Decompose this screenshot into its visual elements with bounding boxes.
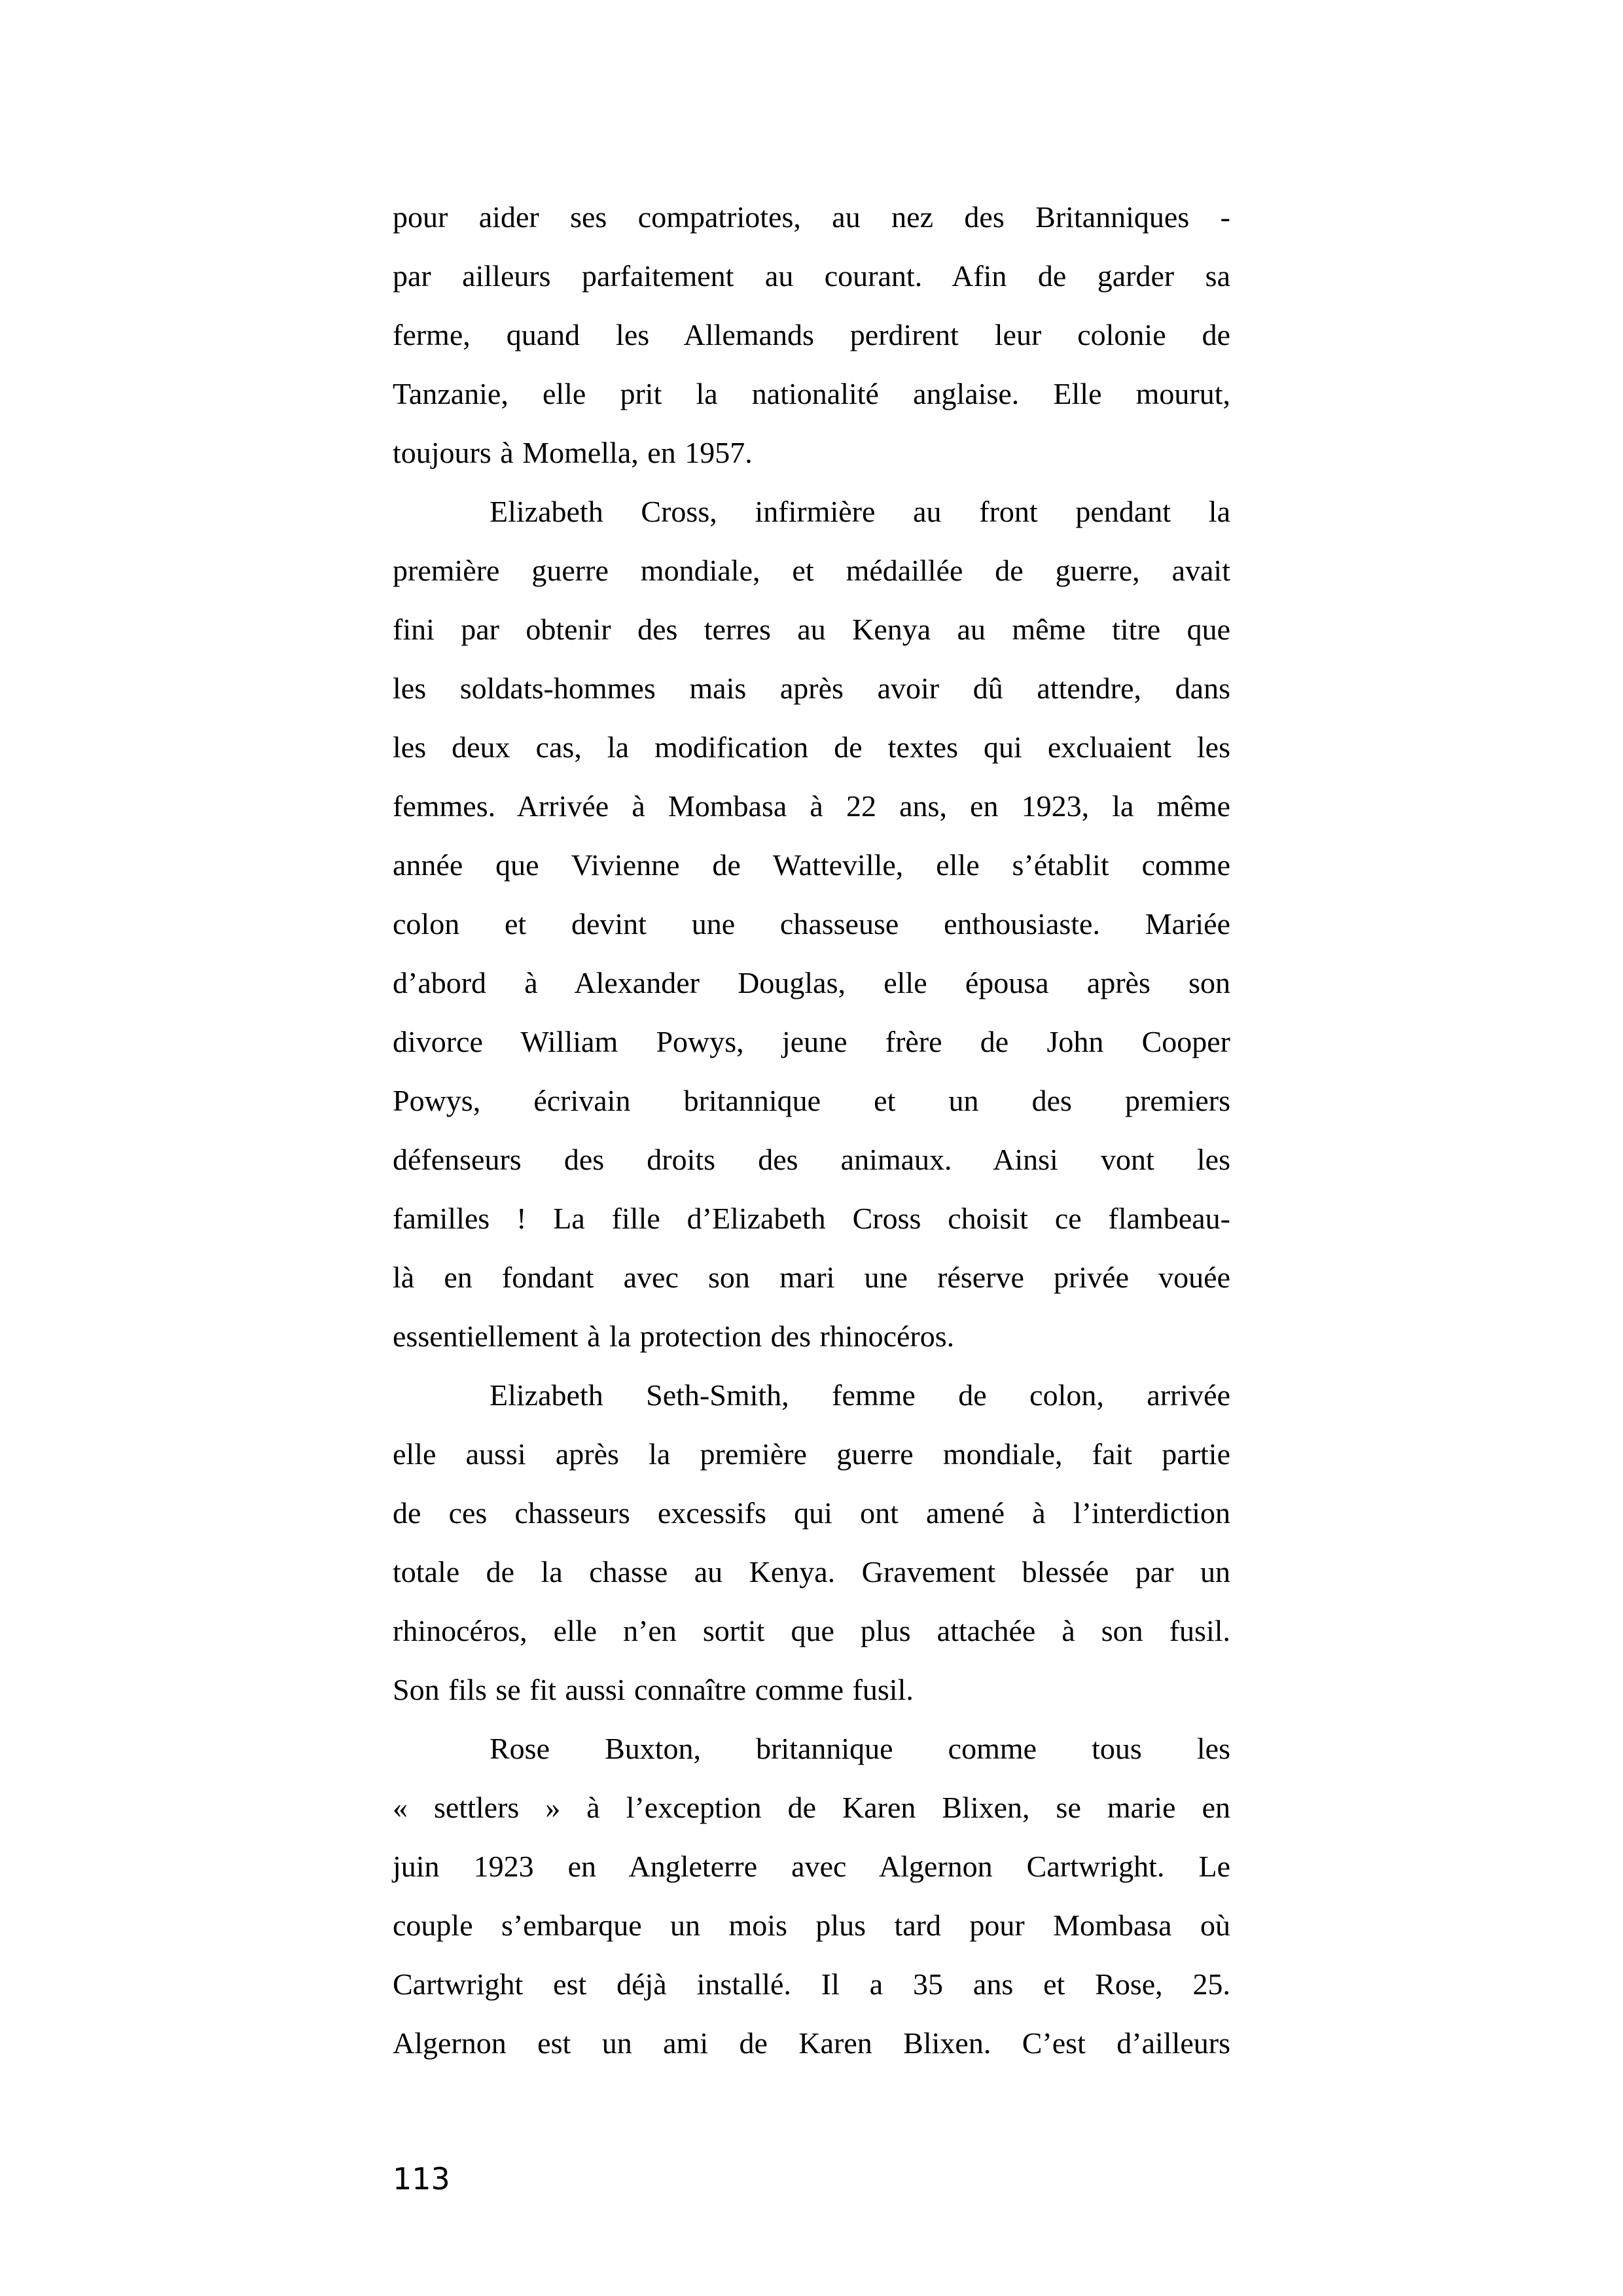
text-line: femmes. Arrivée à Mombasa à 22 ans, en 1923, la même bbox=[393, 789, 1230, 823]
text-line: année que Vivienne de Watteville, elle s’établit comme bbox=[393, 848, 1230, 882]
text-line: défenseurs des droits des animaux. Ainsi vont les bbox=[393, 1143, 1230, 1176]
text-line: les deux cas, la modification de textes qui excluaient les bbox=[393, 730, 1230, 764]
text-line: les soldats-hommes mais après avoir dû attendre, dans bbox=[393, 672, 1230, 705]
text-line: rhinocéros, elle n’en sortit que plus attachée à son fusil. bbox=[393, 1614, 1230, 1647]
text-line: pour aider ses compatriotes, au nez des Britanniques - bbox=[393, 200, 1230, 234]
text-line: Son fils se fit aussi connaître comme fusil. bbox=[393, 1673, 914, 1706]
text-line: Elizabeth Seth-Smith, femme de colon, arrivée bbox=[490, 1378, 1230, 1412]
text-line: par ailleurs parfaitement au courant. Afin de garder sa bbox=[393, 259, 1230, 293]
text-line: Rose Buxton, britannique comme tous les bbox=[490, 1732, 1230, 1765]
text-line: Algernon est un ami de Karen Blixen. C’est d’ailleurs bbox=[393, 2026, 1230, 2060]
text-line: couple s’embarque un mois plus tard pour Mombasa où bbox=[393, 1909, 1230, 1942]
text-line: là en fondant avec son mari une réserve privée vouée bbox=[393, 1261, 1230, 1294]
text-line: d’abord à Alexander Douglas, elle épousa après son bbox=[393, 966, 1230, 999]
text-line: fini par obtenir des terres au Kenya au même titre que bbox=[393, 613, 1230, 646]
page-number: 113 bbox=[393, 2161, 450, 2197]
text-line: toujours à Momella, en 1957. bbox=[393, 436, 753, 469]
text-line: elle aussi après la première guerre mondiale, fait partie bbox=[393, 1437, 1230, 1471]
text-line: Elizabeth Cross, infirmière au front pendant la bbox=[490, 495, 1230, 528]
text-line: familles ! La fille d’Elizabeth Cross choisit ce flambeau- bbox=[393, 1202, 1230, 1235]
text-line: colon et devint une chasseuse enthousiaste. Mariée bbox=[393, 907, 1230, 941]
text-line: divorce William Powys, jeune frère de John Cooper bbox=[393, 1025, 1230, 1058]
text-line: Cartwright est déjà installé. Il a 35 ans et Rose, 25. bbox=[393, 1967, 1230, 2001]
text-line: ferme, quand les Allemands perdirent leur colonie de bbox=[393, 318, 1230, 351]
text-block bbox=[393, 188, 1230, 2073]
text-line: « settlers » à l’exception de Karen Blixen, se marie en bbox=[393, 1791, 1230, 1824]
text-line: Powys, écrivain britannique et un des premiers bbox=[393, 1084, 1230, 1117]
text-line: de ces chasseurs excessifs qui ont amené à l’interdiction bbox=[393, 1496, 1230, 1530]
text-line: Tanzanie, elle prit la nationalité anglaise. Elle mourut, bbox=[393, 377, 1230, 410]
text-line: essentiellement à la protection des rhinocéros. bbox=[393, 1319, 955, 1353]
text-line: juin 1923 en Angleterre avec Algernon Cartwright. Le bbox=[393, 1850, 1230, 1883]
text-line: totale de la chasse au Kenya. Gravement blessée par un bbox=[393, 1555, 1230, 1588]
text-line: première guerre mondiale, et médaillée de guerre, avait bbox=[393, 554, 1230, 587]
